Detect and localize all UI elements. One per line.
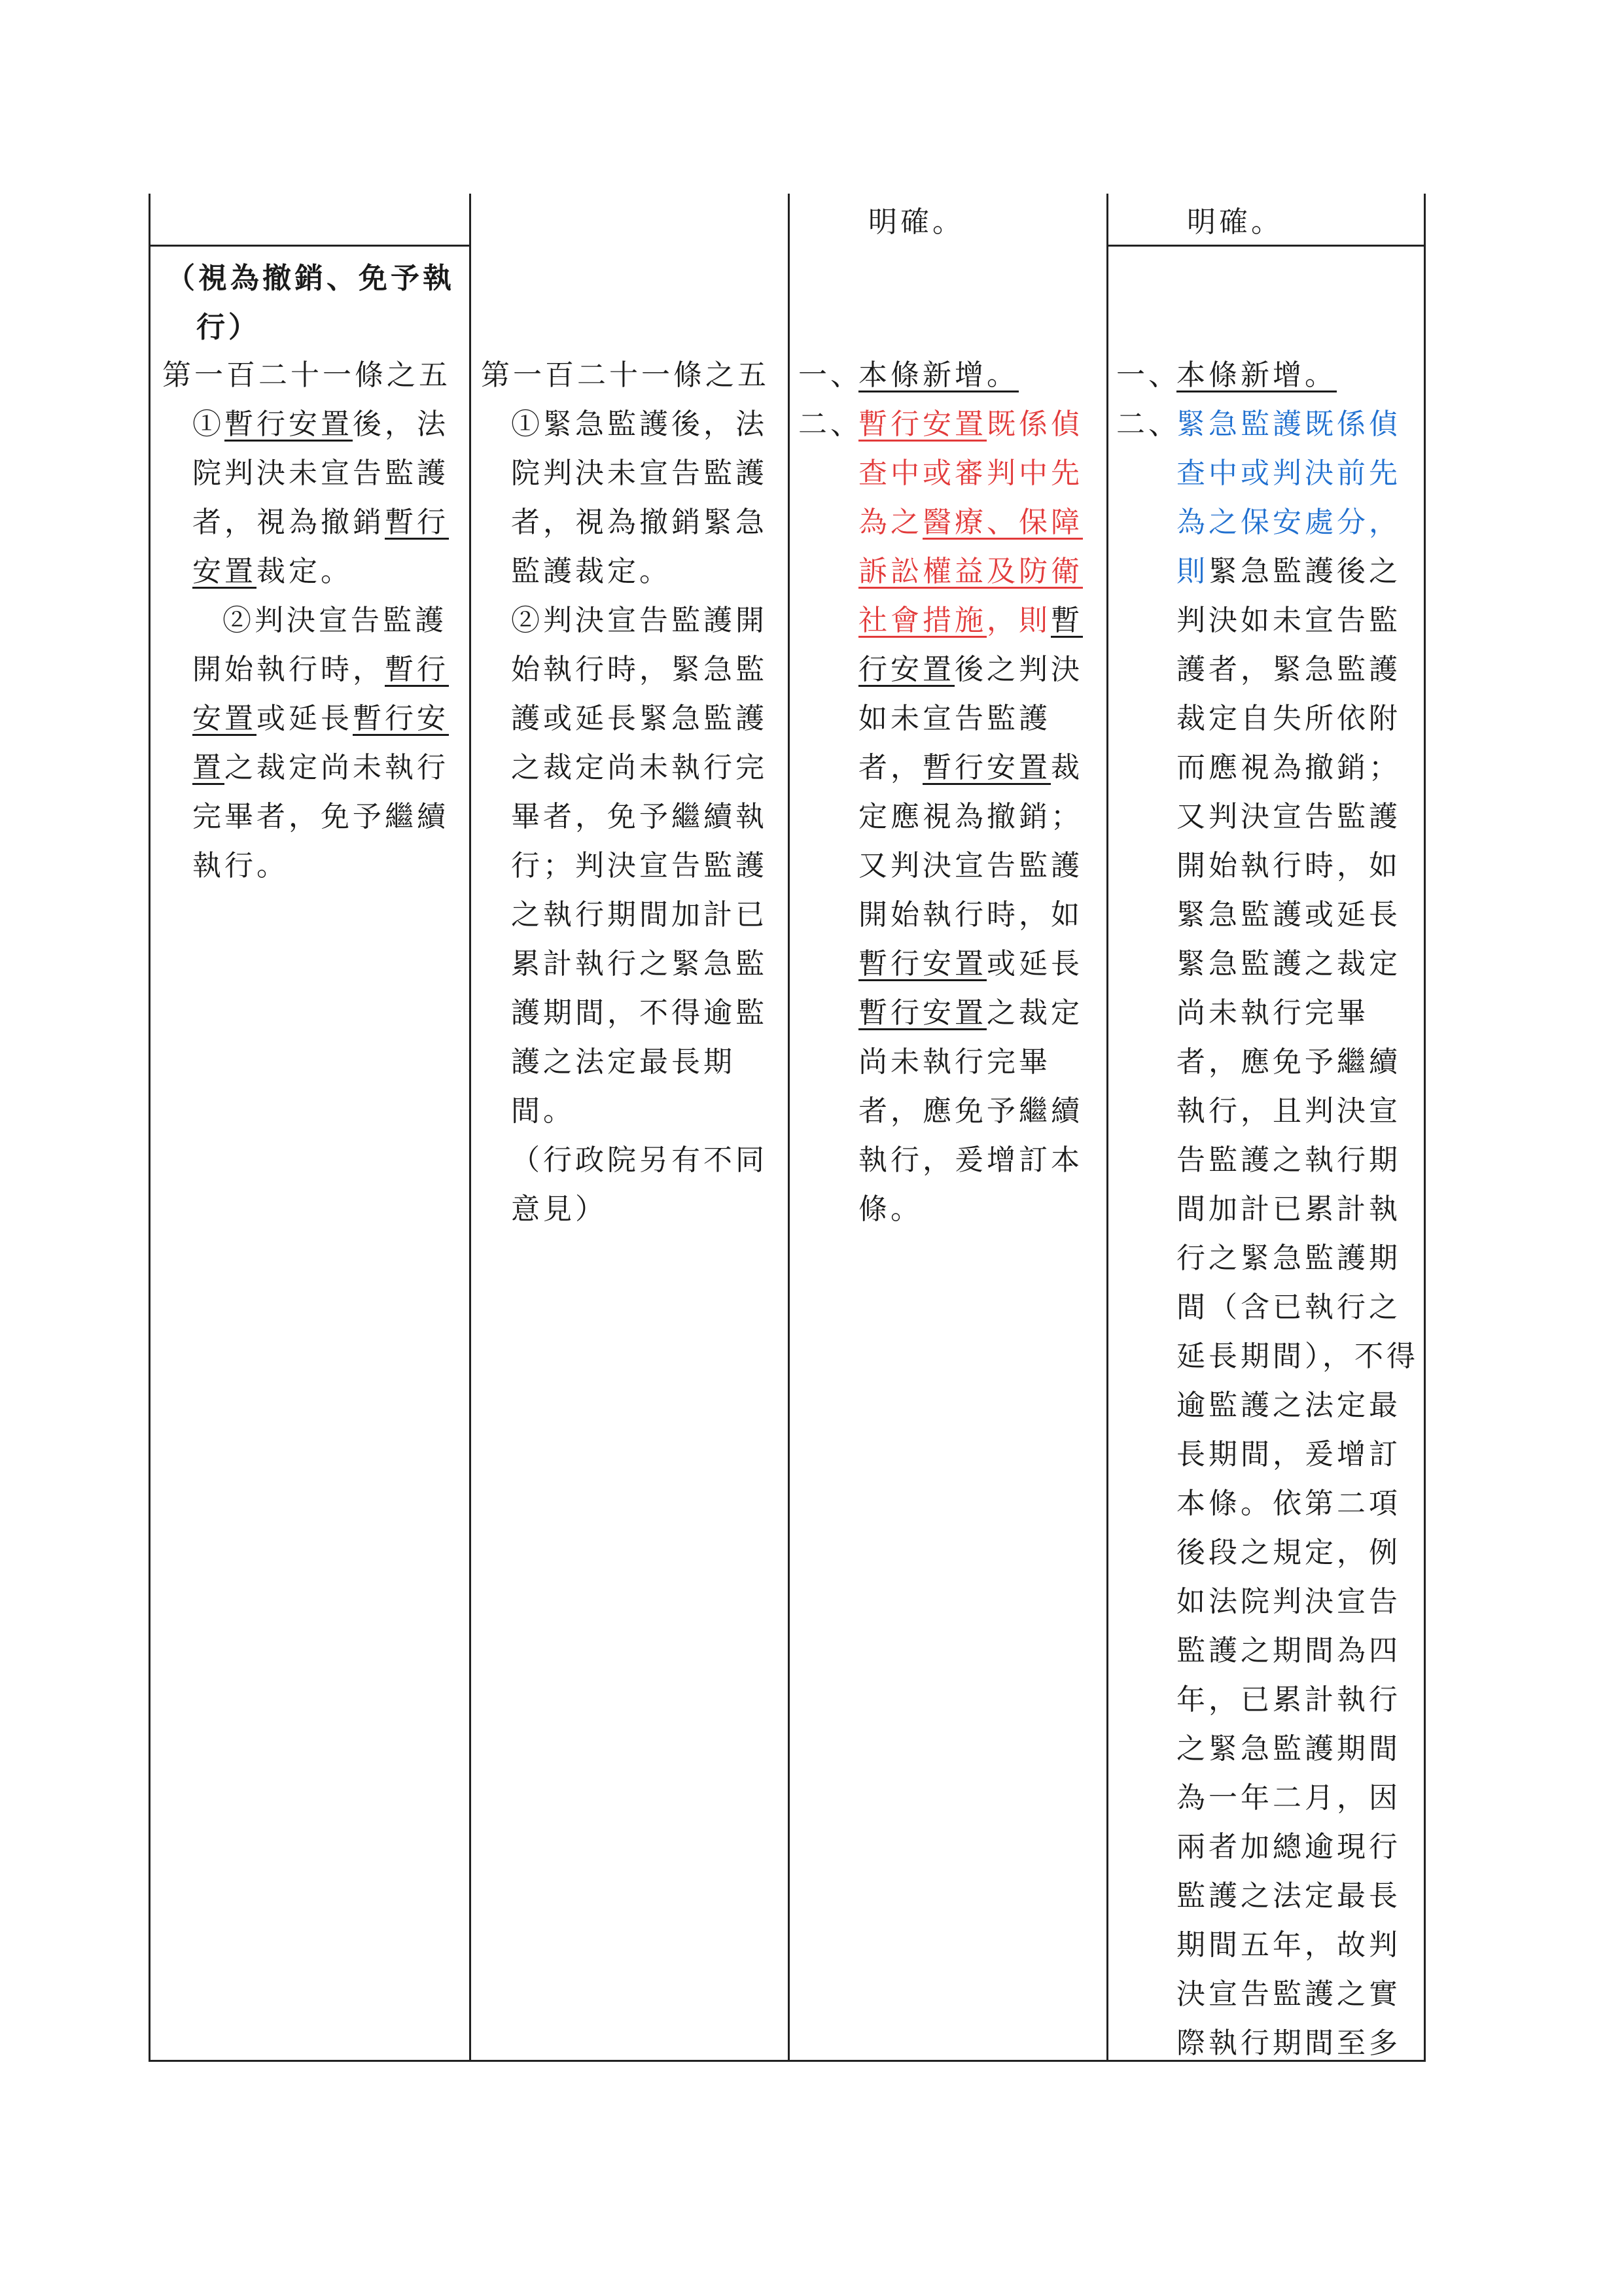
col3-top-text: 明確。 [868,205,964,239]
col4-item-2: 二、 緊急監護既係偵查中或判決前先為之保安處分，則緊急監護後之判決如未宣告監護者，緊急監護裁定自失所依附而應視為撤銷；又判決宣告監護開始執行時，如緊急監護或延長緊急監護之裁定尚未執行完畢者，應免予繼續執行，且判決宣告監護之執行期間加計已累計執行之緊急監護期間（含已執行之延長期間），不得逾監護之法定最長期間，爰增訂本條。依第二項後段之規定，例如法院判決宣告監護之期間為四年，已累計執行之緊急監護期間為一年二月，因兩者加總逾現行監護之法定最長期間五年，故判決宣告監護之實際執行期間至多 [1116,408,1419,2060]
col4-item-1: 一、本條新增。 [1116,358,1337,392]
row-divider [150,245,469,247]
col2-note: （行政院另有不同意見） [511,1143,768,1226]
col3-item-1: 一、本條新增。 [798,358,1019,392]
column-divider [1106,194,1108,2060]
col2-paragraph-1: ①緊急監護後，法院判決未宣告監護者，視為撤銷緊急監護裁定。 [511,408,768,588]
column-divider [469,194,471,2060]
col4-top-text: 明確。 [1187,205,1283,239]
section-heading [166,254,461,352]
col1-paragraph-2: ②判決宣告監護開始執行時，暫行安置或延長暫行安置之裁定尚未執行完畢者，免予繼續執行。 [192,604,449,882]
col3-item-2: 二、 暫行安置既係偵查中或審判中先為之醫療、保障訴訟權益及防衛社會措施，則暫行安置後之判決如未宣告監護者，暫行安置裁定應視為撤銷；又判決宣告監護開始執行時，如暫行安置或延長暫行安置之裁定尚未執行完畢者，應免予繼續執行，爰增訂本條。 [798,408,1083,1226]
col4-explanation [1116,351,1421,2068]
col1-provision [162,351,463,890]
column-divider [788,194,790,2060]
heading-line-2: 行） [196,311,260,344]
col2-provision [481,351,782,1234]
col1-paragraph-1: ①暫行安置後，法院判決未宣告監護者，視為撤銷暫行安置裁定。 [192,408,449,588]
table-right-border [1424,194,1426,2060]
heading-line-1: （視為撤銷、免予執 [166,262,455,295]
col2-article-title: 第一百二十一條之五 [481,358,769,392]
col2-paragraph-2: ②判決宣告監護開始執行時，緊急監護或延長緊急監護之裁定尚未執行完畢者，免予繼續執行；判決宣告監護之執行期間加計已累計執行之緊急監護期間，不得逾監護之法定最長期間。 [511,604,768,1128]
col3-explanation [798,351,1103,1234]
comparison-table [149,194,1426,2062]
col1-article-title: 第一百二十一條之五 [162,358,451,392]
